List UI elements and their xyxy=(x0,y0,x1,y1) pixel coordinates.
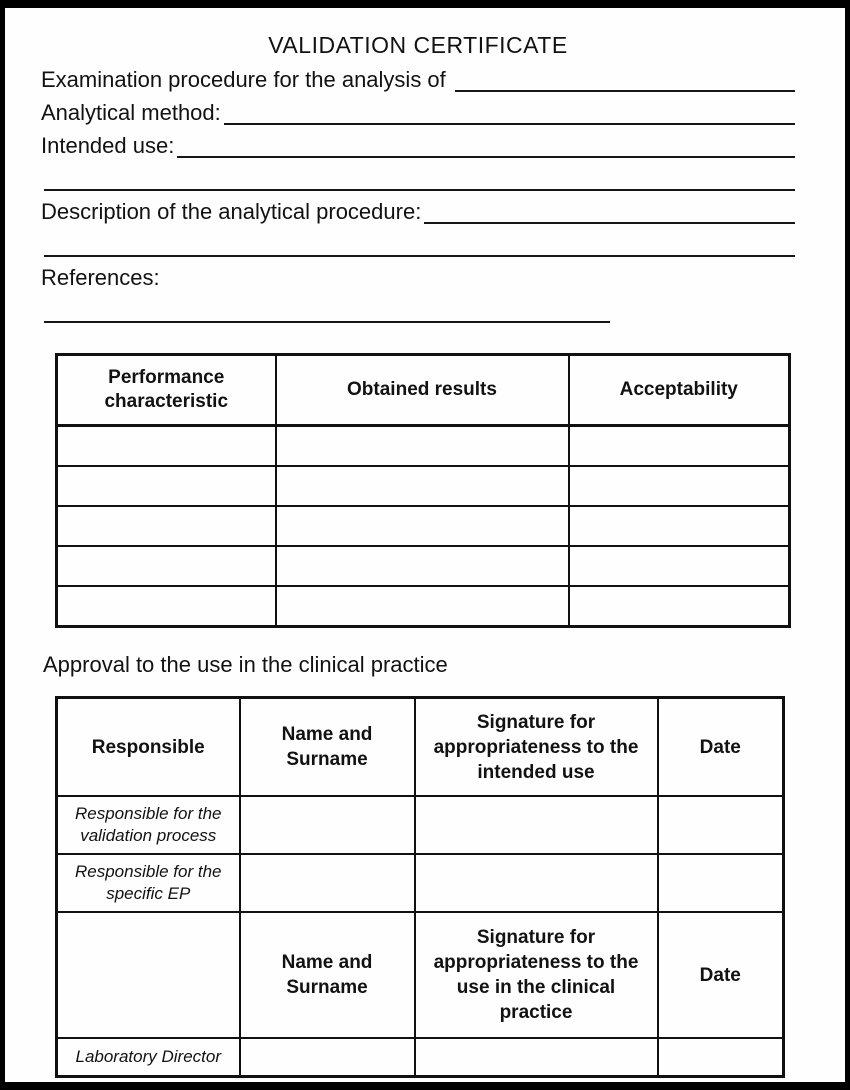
header-cell-date: Date xyxy=(658,912,784,1038)
header-cell-responsible: Responsible xyxy=(57,698,240,797)
field-label: Description of the analytical procedure: xyxy=(41,199,422,224)
empty-cell xyxy=(415,1038,658,1077)
fill-in-line xyxy=(44,294,610,323)
empty-cell xyxy=(658,854,784,912)
empty-cell xyxy=(276,506,569,546)
approval-table-header-row xyxy=(57,698,784,797)
empty-cell xyxy=(240,796,415,854)
empty-cell xyxy=(57,586,276,627)
empty-cell xyxy=(658,796,784,854)
empty-cell xyxy=(415,796,658,854)
fill-in-line xyxy=(224,96,795,125)
field-references-line xyxy=(41,294,795,327)
field-label: Examination procedure for the analysis of xyxy=(41,67,452,92)
header-cell-date: Date xyxy=(658,698,784,797)
empty-cell xyxy=(276,466,569,506)
page-content xyxy=(5,8,845,1078)
field-references xyxy=(41,261,795,294)
header-cell-performance-characteristic: Performance characteristic xyxy=(57,355,276,426)
empty-cell xyxy=(57,912,240,1038)
table-row xyxy=(57,466,790,506)
header-cell-signature-intended-use: Signature for appropriateness to the intended use xyxy=(415,698,658,797)
table-row xyxy=(57,506,790,546)
header-fields xyxy=(41,63,795,327)
fill-in-line xyxy=(455,63,795,92)
row-label-laboratory-director: Laboratory Director xyxy=(57,1038,240,1077)
empty-cell xyxy=(240,1038,415,1077)
performance-table-header-row xyxy=(57,355,790,426)
empty-cell xyxy=(569,466,790,506)
fill-in-line xyxy=(177,129,795,158)
empty-cell xyxy=(57,466,276,506)
field-description xyxy=(41,195,795,228)
table-row-laboratory-director xyxy=(57,1038,784,1077)
fill-in-line xyxy=(44,162,795,191)
table-row-specific-ep xyxy=(57,854,784,912)
empty-cell xyxy=(276,546,569,586)
page-title: VALIDATION CERTIFICATE xyxy=(268,32,568,58)
table-row-validation-process xyxy=(57,796,784,854)
header-cell-name-surname: Name and Surname xyxy=(240,912,415,1038)
fill-in-line xyxy=(44,228,795,257)
field-label: Analytical method: xyxy=(41,100,221,125)
approval-table xyxy=(55,696,785,1078)
field-blank-line xyxy=(41,162,795,195)
approval-section-heading: Approval to the use in the clinical practice xyxy=(43,652,448,677)
field-intended-use xyxy=(41,129,795,162)
empty-cell xyxy=(276,426,569,467)
empty-cell xyxy=(569,546,790,586)
row-label-validation-process: Responsible for the validation process xyxy=(57,796,240,854)
empty-cell xyxy=(57,426,276,467)
empty-cell xyxy=(276,586,569,627)
spacer xyxy=(163,261,795,290)
empty-cell xyxy=(415,854,658,912)
empty-cell xyxy=(569,506,790,546)
approval-table-second-header-row xyxy=(57,912,784,1038)
empty-cell xyxy=(658,1038,784,1077)
field-label: Intended use: xyxy=(41,133,175,158)
empty-cell xyxy=(569,586,790,627)
empty-cell xyxy=(57,546,276,586)
field-analytical-method xyxy=(41,96,795,129)
empty-cell xyxy=(240,854,415,912)
field-label: References: xyxy=(41,265,160,290)
table-row xyxy=(57,586,790,627)
header-cell-acceptability: Acceptability xyxy=(569,355,790,426)
header-cell-name-surname: Name and Surname xyxy=(240,698,415,797)
row-label-specific-ep: Responsible for the specific EP xyxy=(57,854,240,912)
field-blank-line xyxy=(41,228,795,261)
empty-cell xyxy=(57,506,276,546)
field-examination-procedure xyxy=(41,63,795,96)
table-row xyxy=(57,426,790,467)
performance-table xyxy=(55,353,791,628)
header-cell-signature-clinical-practice: Signature for appropriateness to the use in the clinical practice xyxy=(415,912,658,1038)
table-row xyxy=(57,546,790,586)
header-cell-obtained-results: Obtained results xyxy=(276,355,569,426)
fill-in-line xyxy=(424,195,795,224)
empty-cell xyxy=(569,426,790,467)
